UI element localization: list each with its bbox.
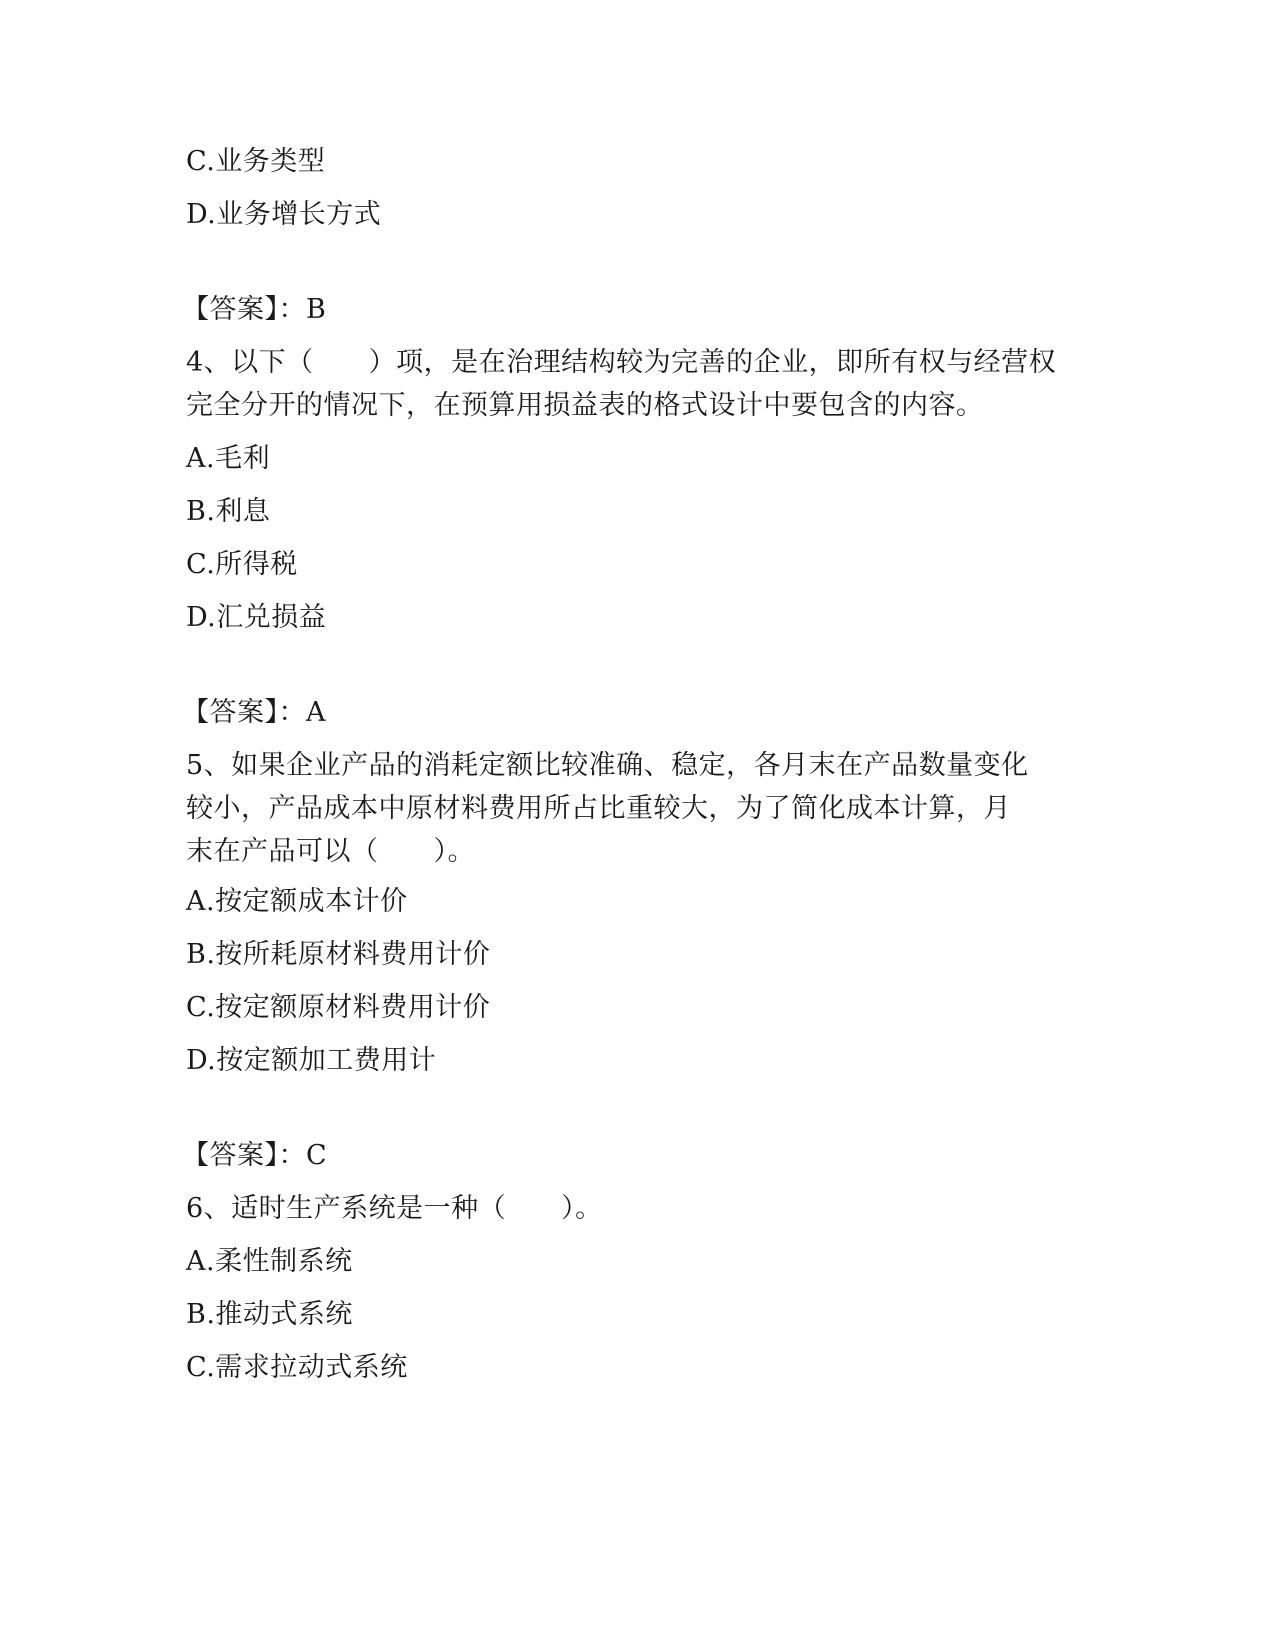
question-stem-line: 完全分开的情况下，在预算用损益表的格式设计中要包含的内容。 (186, 390, 984, 421)
option-a: A.按定额成本计价 (186, 886, 408, 917)
option-d: D.业务增长方式 (186, 199, 382, 230)
answer-line: 【答案】：C (182, 1140, 328, 1171)
answer-line: 【答案】：A (182, 697, 326, 728)
question-stem-line: 较小，产品成本中原材料费用所占比重较大，为了简化成本计算，月 (186, 793, 1011, 824)
answer-line: 【答案】：B (182, 294, 327, 325)
option-a: A.毛利 (186, 443, 271, 474)
option-c: C.所得税 (186, 549, 298, 580)
option-d: D.按定额加工费用计 (186, 1045, 437, 1076)
option-b: B.按所耗原材料费用计价 (186, 939, 491, 970)
option-a: A.柔性制系统 (186, 1246, 353, 1277)
question-stem-line: 末在产品可以（ ）。 (186, 836, 475, 867)
option-c: C.需求拉动式系统 (186, 1352, 408, 1383)
question-stem-line: 4、以下（ ）项，是在治理结构较为完善的企业，即所有权与经营权 (186, 347, 1057, 378)
option-b: B.推动式系统 (186, 1299, 353, 1330)
option-d: D.汇兑损益 (186, 602, 327, 633)
option-c: C.按定额原材料费用计价 (186, 992, 491, 1023)
option-b: B.利息 (186, 496, 271, 527)
question-stem-line: 6、适时生产系统是一种（ ）。 (186, 1193, 603, 1224)
question-stem-line: 5、如果企业产品的消耗定额比较准确、稳定，各月末在产品数量变化 (186, 750, 1029, 781)
option-c: C.业务类型 (186, 146, 326, 177)
